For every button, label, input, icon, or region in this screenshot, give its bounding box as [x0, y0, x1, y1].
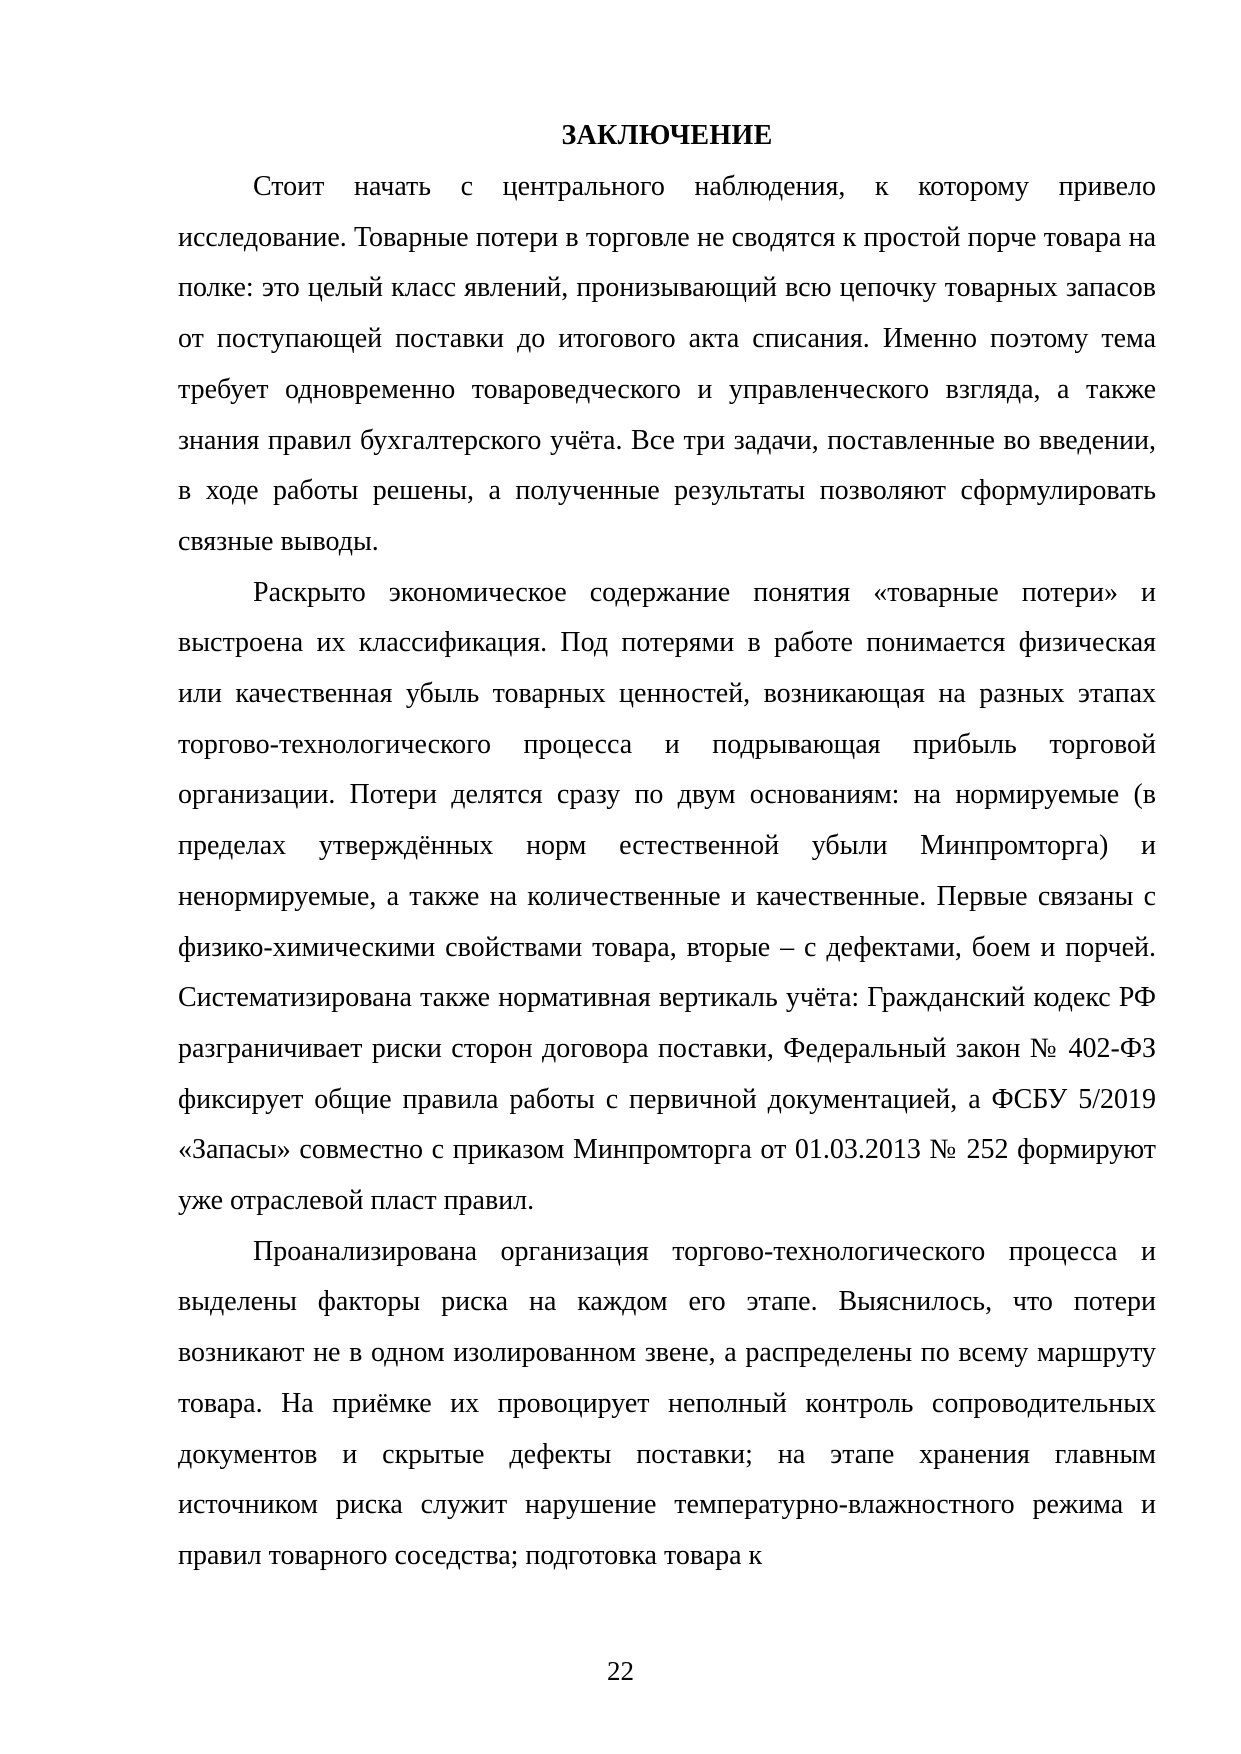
section-heading: ЗАКЛЮЧЕНИЕ [561, 120, 773, 151]
page-content [178, 118, 1156, 1582]
paragraph-2: Раскрыто экономическое содержание понятия «товарные потери» и выстроена их классификация. Под потерями в работе понимается физическая или качественная убыль товарных ценностей, возникающая на разных этапах торгово-технологического процесса и подрывающая прибыль торговой организации. Потери делятся сразу по двум основаниям: на нормируемые (в пределах утверждённых норм естественной убыли Минпромторга) и ненормируемые, а также на количественные и качественные. Первые связаны с физико-химическими свойствами товара, вторые – с дефектами, боем и порчей. Систематизирована также нормативная вертикаль учёта: Гражданский кодекс РФ разграничивает риски сторон договора поставки, Федеральный закон № 402-ФЗ фиксирует общие правила работы с первичной документацией, а ФСБУ 5/2019 «Запасы» совместно с приказом Минпромторга от 01.03.2013 № 252 формируют уже отраслевой пласт правил. [178, 576, 1156, 1217]
page-number: 22 [607, 1656, 634, 1686]
paragraph-1: Стоит начать с центрального наблюдения, к которому привело исследование. Товарные потери в торговле не сводятся к простой порче товара на полке: это целый класс явлений, пронизывающий всю цепочку товарных запасов от поступающей поставки до итогового акта списания. Именно поэтому тема требует одновременно товароведческого и управленческого взгляда, а также знания правил бухгалтерского учёта. Все три задачи, поставленные во введении, в ходе работы решены, а полученные результаты позволяют сформулировать связные выводы. [178, 171, 1156, 557]
paragraph-3: Проанализирована организация торгово-технологического процесса и выделены факторы риска на каждом его этапе. Выяснилось, что потери возникают не в одном изолированном звене, а распределены по всему маршруту товара. На приёмке их провоцирует неполный контроль сопроводительных документов и скрытые дефекты поставки; на этапе хранения главным источником риска служит нарушение температурно-влажностного режима и правил товарного соседства; подготовка товара к [178, 1235, 1156, 1571]
